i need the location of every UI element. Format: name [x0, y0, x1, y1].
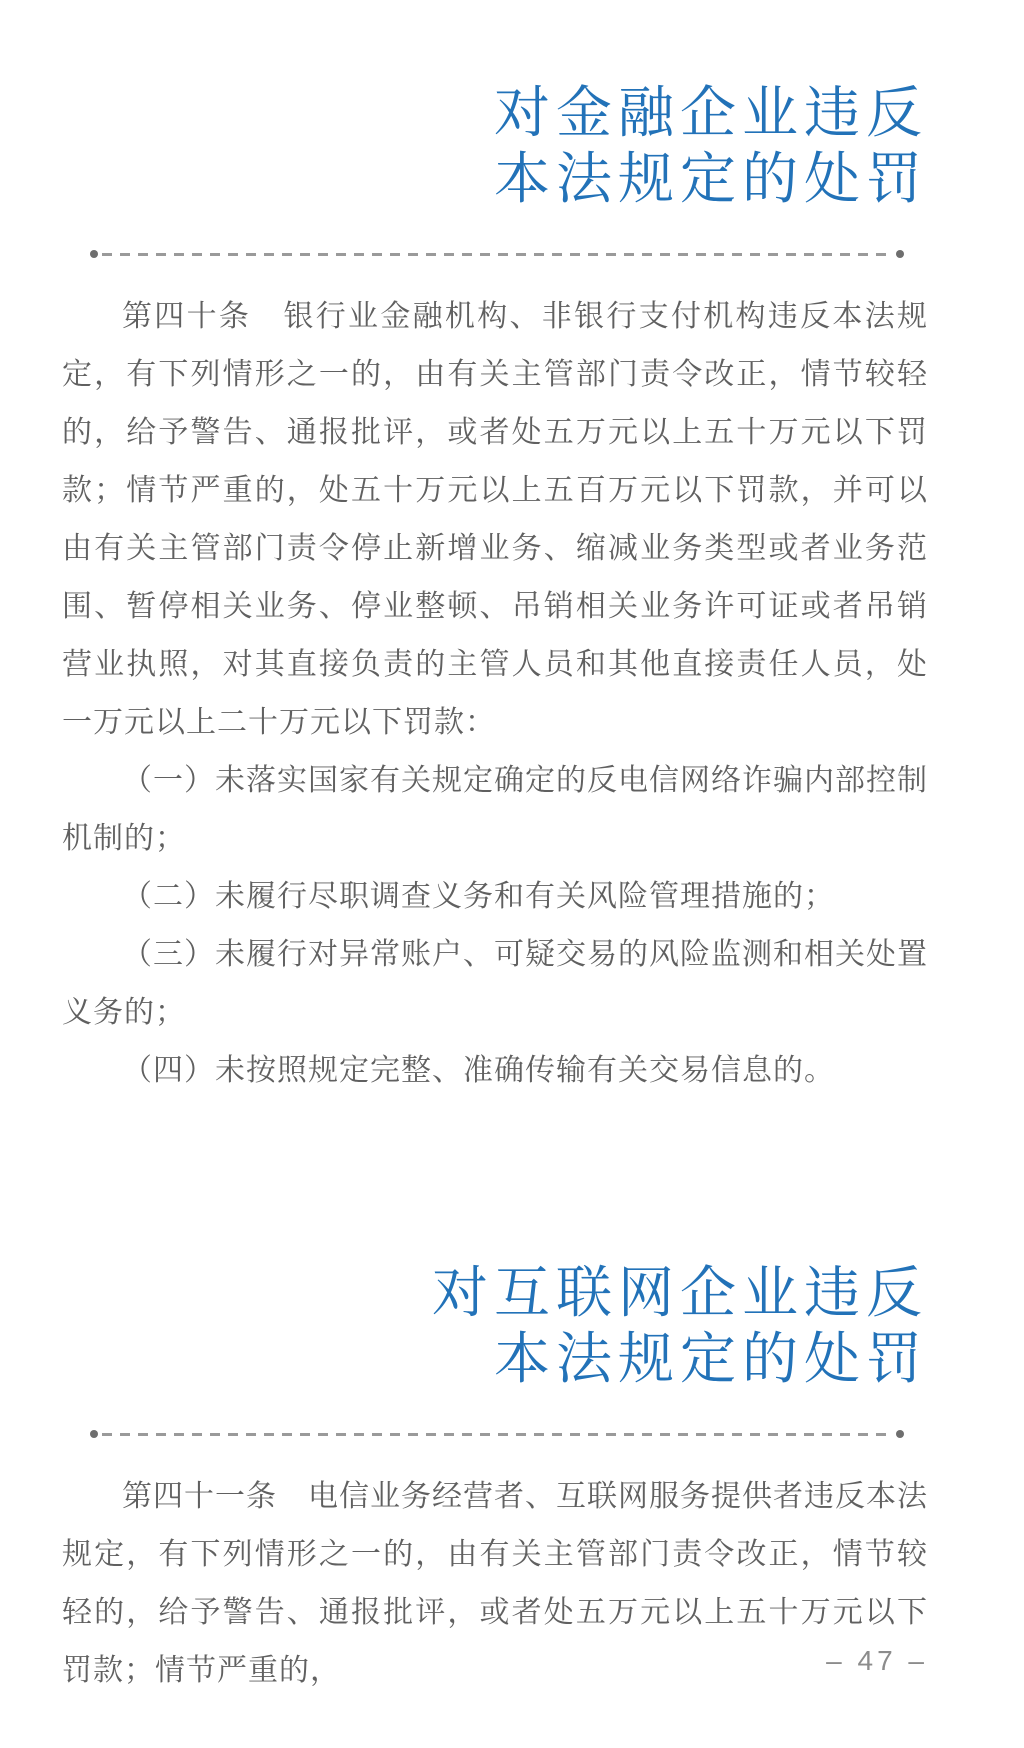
paragraph-item-2: （二）未履行尽职调查义务和有关风险管理措施的；: [122, 880, 835, 913]
paragraph-item-1: （一）未落实国家有关规定确定的反电信网络诈骗内部控制机制的；: [62, 764, 928, 855]
divider-dashed-line: [102, 253, 892, 256]
section-title-financial: [62, 80, 928, 212]
paragraph-article-41: 第四十一条 电信业务经营者、互联网服务提供者违反本法规定，有下列情形之一的，由有关主管部门责令改正，情节较轻的，给予警告、通报批评，或者处五万元以上五十万元以下罚款；情节严重的，: [62, 1480, 928, 1687]
section-title-line-1: 对互联网企业违反: [432, 1261, 928, 1324]
section-title-internet: [62, 1260, 928, 1392]
article-40-body: [62, 288, 928, 1100]
dashed-divider: [90, 1430, 904, 1438]
paragraph-item-4: （四）未按照规定完整、准确传输有关交易信息的。: [122, 1054, 835, 1087]
divider-dot-right-icon: [896, 250, 904, 258]
section-financial-enterprises: [62, 80, 928, 1100]
section-title-line-2: 本法规定的处罚: [494, 147, 928, 210]
divider-dot-left-icon: [90, 1430, 98, 1438]
dashed-divider: [90, 250, 904, 258]
paragraph-article-40: 第四十条 银行业金融机构、非银行支付机构违反本法规定，有下列情形之一的，由有关主管部门责令改正，情节较轻的，给予警告、通报批评，或者处五万元以上五十万元以下罚款；情节严重的，处五十万元以上五百万元以下罚款，并可以由有关主管部门责令停止新增业务、缩减业务类型或者业务范围、暂停相关业务、停业整顿、吊销相关业务许可证或者吊销营业执照，对其直接负责的主管人员和其他直接责任人员，处一万元以上二十万元以下罚款：: [62, 300, 928, 739]
section-internet-enterprises: [62, 1260, 928, 1700]
section-title-line-1: 对金融企业违反: [494, 81, 928, 144]
page-number: – 47 –: [826, 1645, 928, 1676]
divider-dot-left-icon: [90, 250, 98, 258]
divider-dashed-line: [102, 1433, 892, 1436]
article-41-body: [62, 1468, 928, 1700]
divider-dot-right-icon: [896, 1430, 904, 1438]
paragraph-item-3: （三）未履行对异常账户、可疑交易的风险监测和相关处置义务的；: [62, 938, 928, 1029]
section-title-line-2: 本法规定的处罚: [494, 1327, 928, 1390]
